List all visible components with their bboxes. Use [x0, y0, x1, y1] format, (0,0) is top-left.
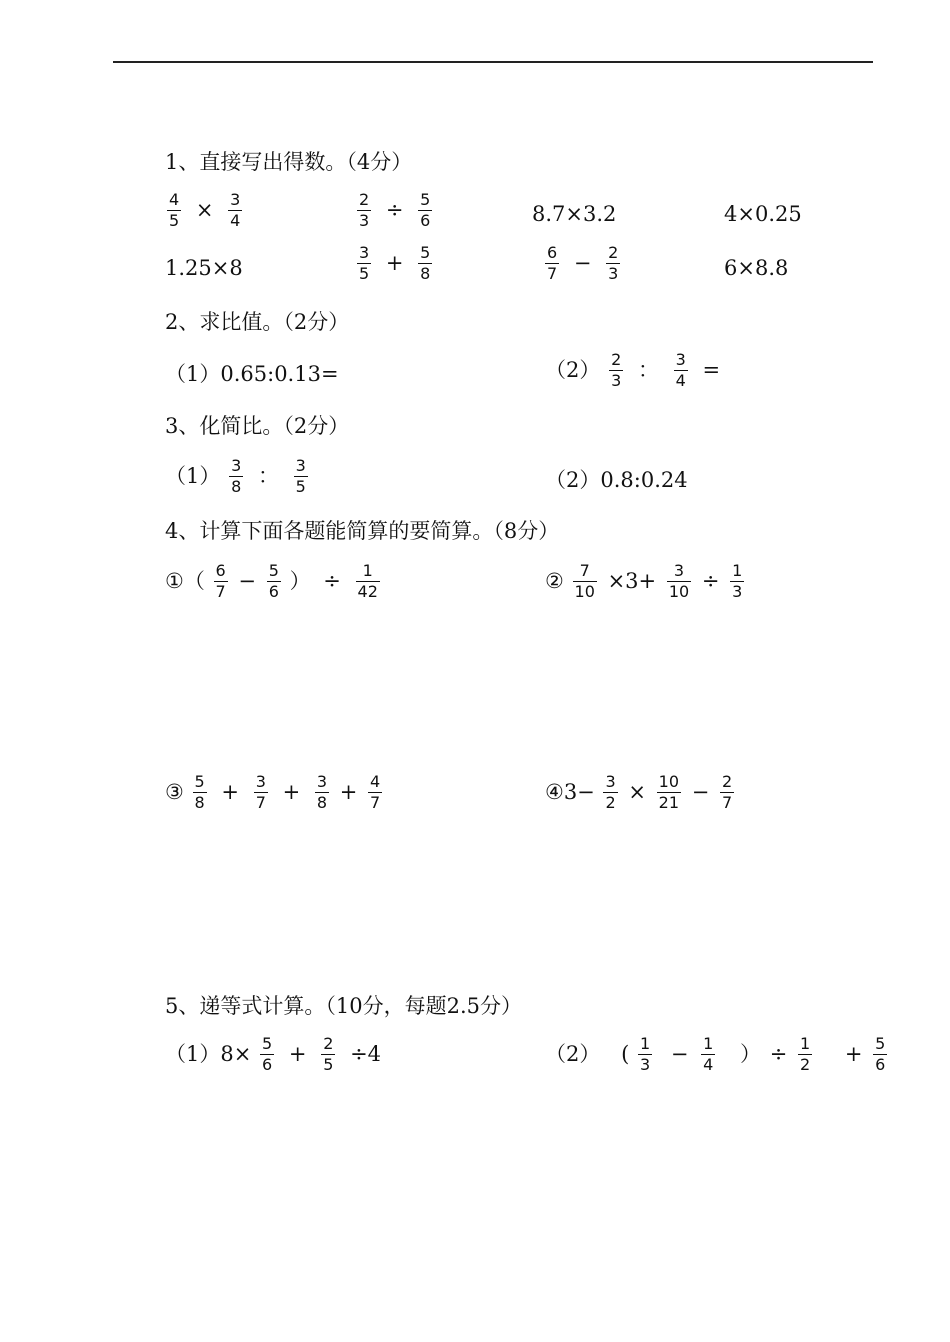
fraction: $\frac{5}{8}$	[194, 772, 205, 812]
operator: −	[691, 780, 710, 804]
operator: +	[844, 1042, 863, 1066]
equals-sign: =	[702, 358, 721, 382]
s1-r2-expr4: 6×8.8	[724, 256, 789, 280]
s2-problem2	[545, 352, 720, 389]
fraction: $\frac{5}{6}$	[420, 190, 431, 230]
problem-label: （2）	[545, 1042, 601, 1066]
fraction: $\frac{5}{6}$	[262, 1034, 273, 1074]
s4-problem3	[165, 774, 384, 811]
s1-r1-expr1	[165, 192, 244, 229]
fraction: $\frac{4}{5}$	[169, 190, 180, 230]
s3-problem1	[165, 458, 310, 495]
expression-text: ×3+	[607, 569, 657, 593]
problem-label: （2）	[545, 358, 601, 382]
problem-label: ①（	[165, 569, 205, 593]
operator: ：	[257, 464, 279, 488]
fraction: $\frac{3}{7}$	[255, 772, 266, 812]
problem-label: ④3−	[545, 780, 595, 804]
expression-text: ÷4	[350, 1042, 382, 1066]
operator: +	[282, 780, 301, 804]
fraction: $\frac{2}{7}$	[722, 772, 733, 812]
section1-heading: 1、直接写出得数。（4分）	[165, 150, 413, 174]
problem-label: ③	[165, 780, 184, 804]
operator: ：	[637, 358, 659, 382]
operator: −	[238, 569, 256, 593]
s4-problem4	[545, 774, 736, 811]
operator: −	[573, 251, 592, 275]
s5-problem2	[545, 1036, 889, 1073]
operator: +	[288, 1042, 307, 1066]
operator: +	[221, 780, 239, 804]
s1-r2-expr1: 1.25×8	[165, 256, 243, 280]
s1-r1-expr3: 8.7×3.2	[532, 202, 617, 226]
s1-r2-expr2	[355, 245, 434, 282]
fraction: $\frac{5}{6}$	[268, 561, 279, 601]
s4-problem1	[165, 563, 382, 600]
section3-heading: 3、化简比。（2分）	[165, 414, 350, 438]
section2-heading: 2、求比值。（2分）	[165, 310, 350, 334]
fraction: $\frac{3}{8}$	[231, 456, 242, 496]
operator: −	[670, 1042, 689, 1066]
fraction: $\frac{3}{10}$	[668, 561, 690, 601]
s2-problem1: （1）0.65:0.13=	[165, 362, 339, 386]
fraction: $\frac{3}{8}$	[316, 772, 328, 812]
fraction: $\frac{3}{4}$	[675, 350, 686, 390]
s3-problem2: （2）0.8:0.24	[545, 468, 688, 492]
fraction: $\frac{2}{3}$	[611, 350, 622, 390]
fraction: $\frac{1}{4}$	[703, 1034, 714, 1074]
operator: ÷	[701, 569, 720, 593]
fraction: $\frac{2}{3}$	[359, 190, 370, 230]
fraction: $\frac{1}{42}$	[357, 561, 378, 601]
close-paren: ）	[740, 1042, 761, 1066]
fraction: $\frac{3}{4}$	[230, 190, 241, 230]
operator: +	[385, 251, 404, 275]
fraction: $\frac{2}{3}$	[608, 243, 619, 283]
fraction: $\frac{5}{6}$	[875, 1034, 886, 1074]
operator: ×	[628, 780, 646, 804]
operator: ÷	[385, 198, 404, 222]
fraction: $\frac{1}{2}$	[799, 1034, 811, 1074]
operator: ÷	[323, 569, 341, 593]
fraction: $\frac{3}{5}$	[359, 243, 370, 283]
operator: ÷	[769, 1042, 788, 1066]
section5-heading: 5、递等式计算。（10分，每题2.5分）	[165, 994, 522, 1018]
fraction: $\frac{4}{7}$	[370, 772, 381, 812]
header-rule	[113, 61, 873, 63]
fraction: $\frac{6}{7}$	[215, 561, 226, 601]
s4-problem2	[545, 563, 746, 600]
operator: +	[339, 780, 358, 804]
fraction: $\frac{1}{3}$	[732, 561, 743, 601]
problem-label: （1）8×	[165, 1042, 252, 1066]
s1-r1-expr4: 4×0.25	[724, 202, 802, 226]
fraction: $\frac{1}{3}$	[639, 1034, 651, 1074]
operator: ×	[195, 198, 214, 222]
close-paren: ）	[289, 569, 311, 593]
open-paren: (	[621, 1042, 630, 1066]
fraction: $\frac{2}{5}$	[323, 1034, 334, 1074]
s5-problem1	[165, 1036, 381, 1073]
s1-r2-expr3	[543, 245, 622, 282]
s1-r1-expr2	[355, 192, 434, 229]
problem-label: （1）	[165, 464, 221, 488]
fraction: $\frac{3}{5}$	[295, 456, 306, 496]
fraction: $\frac{6}{7}$	[547, 243, 558, 283]
fraction: $\frac{3}{2}$	[605, 772, 616, 812]
fraction: $\frac{10}{21}$	[658, 772, 680, 812]
fraction: $\frac{5}{8}$	[420, 243, 431, 283]
section4-heading: 4、计算下面各题能简算的要简算。（8分）	[165, 519, 560, 543]
problem-label: ②	[545, 569, 564, 593]
fraction: $\frac{7}{10}$	[574, 561, 595, 601]
